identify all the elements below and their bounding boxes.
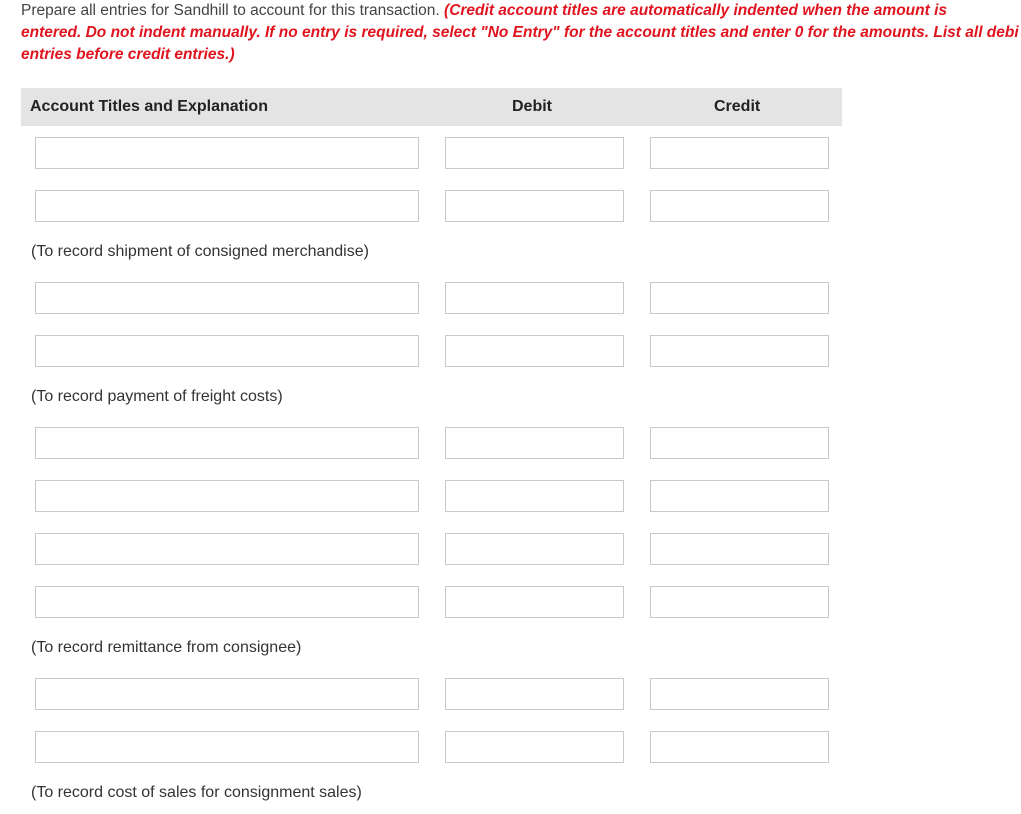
entry-4-row-1-credit-input[interactable] [650,678,829,710]
entry-3-row-2-debit-input[interactable] [445,480,624,512]
entry-4-row-1-account-input[interactable] [35,678,419,710]
header-account-titles: Account Titles and Explanation [30,98,268,115]
entry-2-row-1-account-input[interactable] [35,282,419,314]
entry-1-row-1-debit-input[interactable] [445,137,624,169]
entry-1-row-1-credit-input[interactable] [650,137,829,169]
header-debit: Debit [512,98,552,115]
instructions [21,0,1021,66]
entry-2-row-2-account-input[interactable] [35,335,419,367]
instructions-line-1 [21,0,1021,22]
entry-2-row-2-credit-input[interactable] [650,335,829,367]
entry-3-row-3-debit-input[interactable] [445,533,624,565]
entry-3-row-4-debit-input[interactable] [445,586,624,618]
entry-3-row-1-account-input[interactable] [35,427,419,459]
entry-3-row-2-account-input[interactable] [35,480,419,512]
entry-1-row-2-debit-input[interactable] [445,190,624,222]
entry-4-explanation: (To record cost of sales for consignment sales) [31,784,362,801]
entry-1-row-1-account-input[interactable] [35,137,419,169]
instructions-plain-text: Prepare all entries for Sandhill to account for this transaction. [21,2,445,19]
entry-3-row-2-credit-input[interactable] [650,480,829,512]
entry-2-row-1-debit-input[interactable] [445,282,624,314]
entry-3-row-3-credit-input[interactable] [650,533,829,565]
entry-2-row-2-debit-input[interactable] [445,335,624,367]
entry-1-row-2-account-input[interactable] [35,190,419,222]
header-credit: Credit [714,98,761,115]
entry-4-row-2-account-input[interactable] [35,731,419,763]
entry-2-row-1-credit-input[interactable] [650,282,829,314]
entry-4-row-2-debit-input[interactable] [445,731,624,763]
entry-3-explanation: (To record remittance from consignee) [31,639,302,656]
entry-3-row-4-credit-input[interactable] [650,586,829,618]
entry-2-explanation: (To record payment of freight costs) [31,388,283,405]
entry-3-row-4-account-input[interactable] [35,586,419,618]
entry-1-explanation: (To record shipment of consigned merchandise) [31,243,369,260]
instructions-warning-text-1: (Credit account titles are automatically indented when the amount is [444,2,948,19]
entry-3-row-3-account-input[interactable] [35,533,419,565]
entry-1-row-2-credit-input[interactable] [650,190,829,222]
entry-4-row-1-debit-input[interactable] [445,678,624,710]
entry-4-row-2-credit-input[interactable] [650,731,829,763]
instructions-warning-text-2: entered. Do not indent manually. If no entry is required, select "No Entry" for the account titles and enter 0 for the amounts. List all debi [21,24,1019,41]
journal-table-header [21,88,842,126]
entry-3-row-1-debit-input[interactable] [445,427,624,459]
instructions-warning-text-3: entries before credit entries.) [21,46,235,63]
entry-3-row-1-credit-input[interactable] [650,427,829,459]
